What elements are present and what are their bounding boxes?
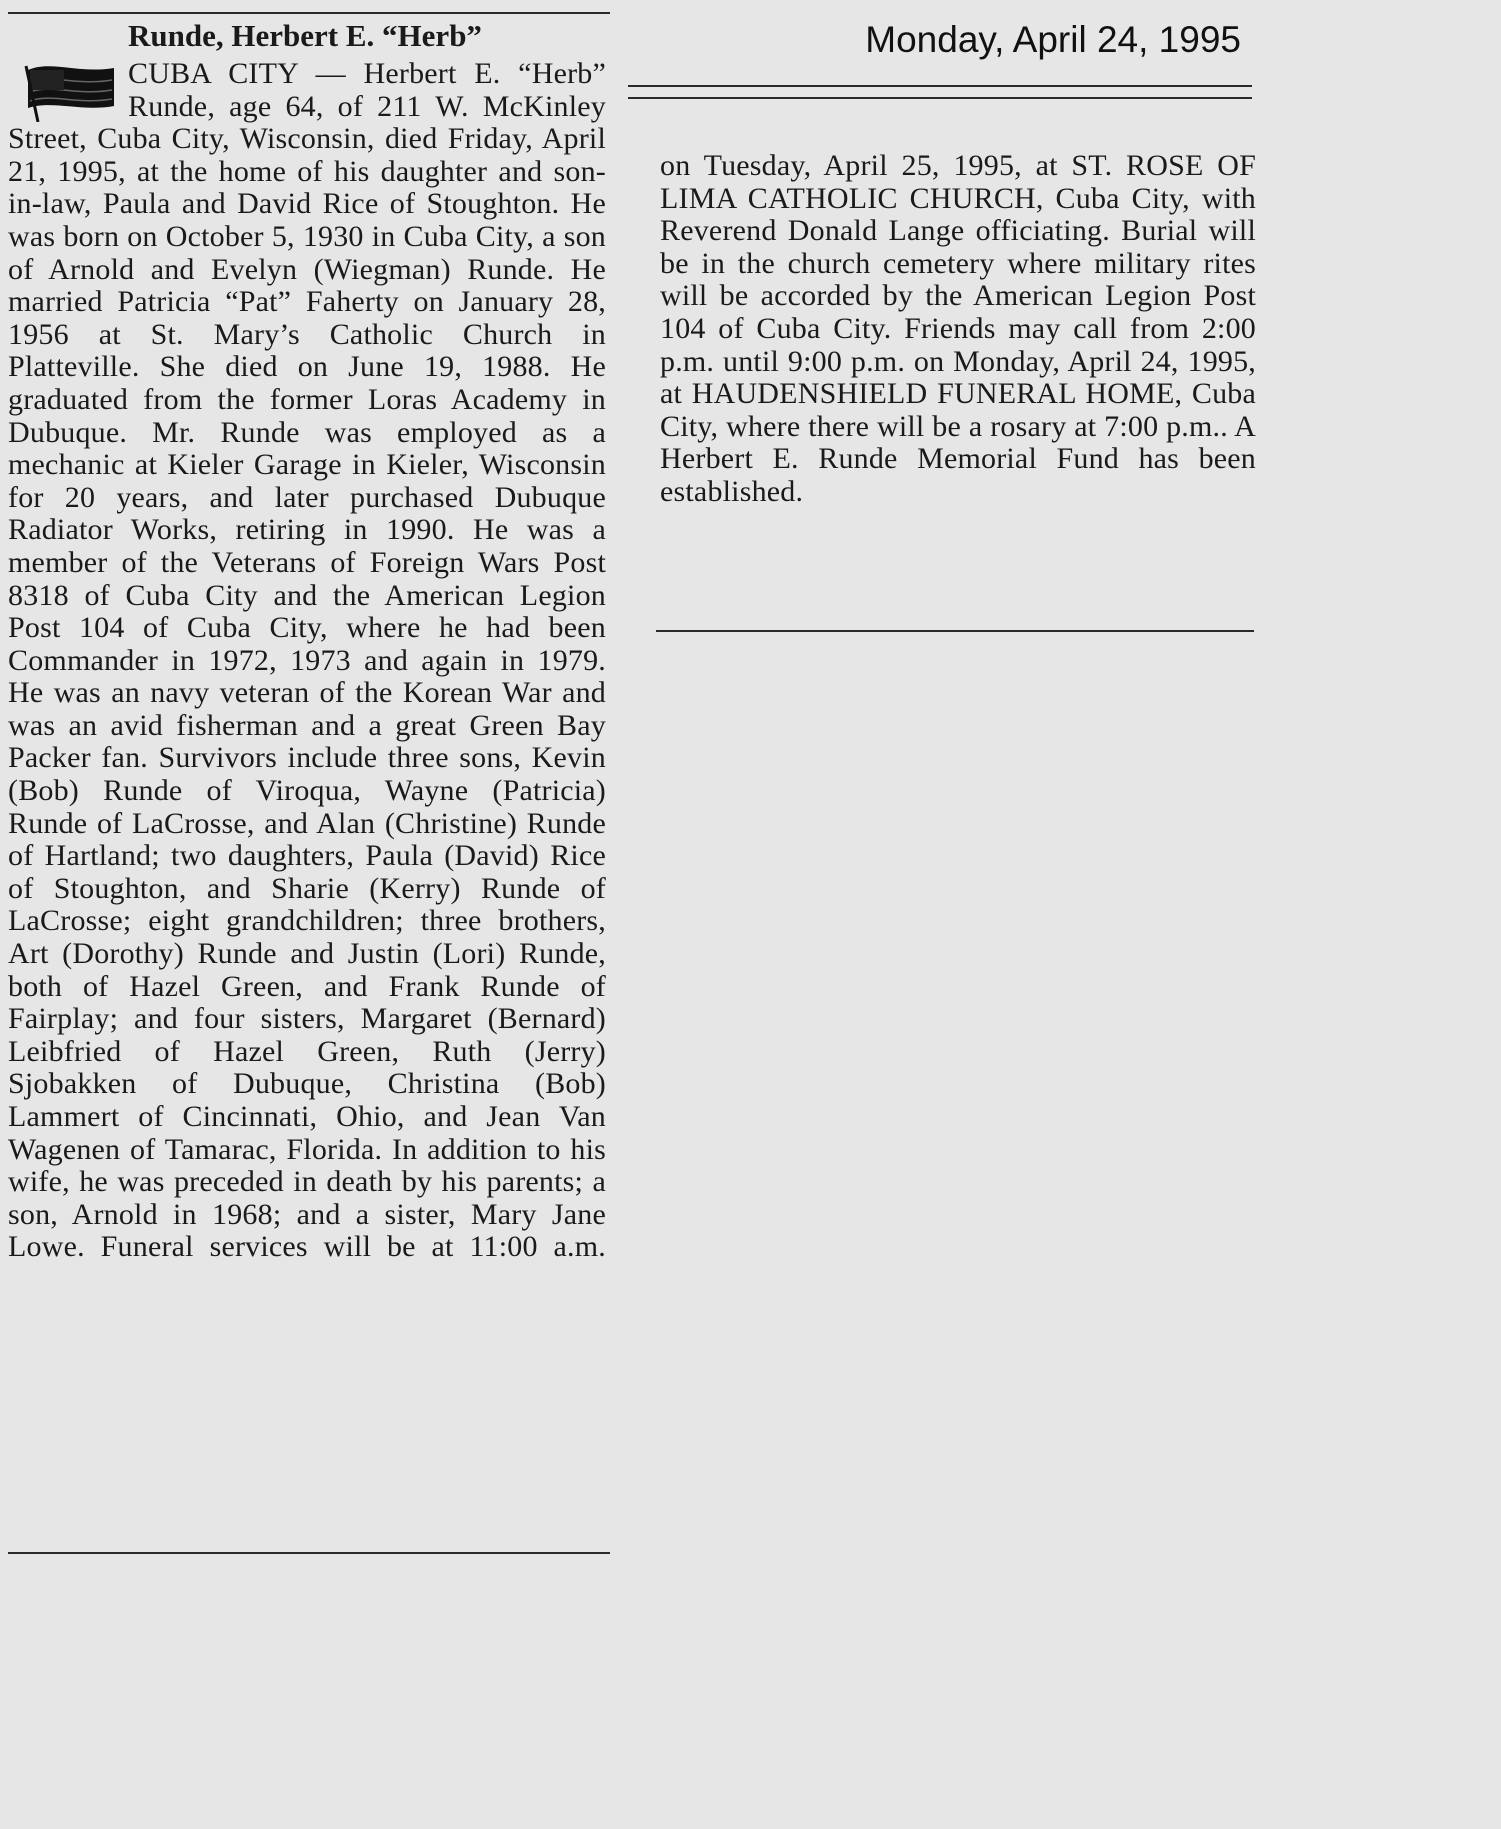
obituary-column-right [660,150,1256,509]
obituary-text-left: CUBA CITY — Herbert E. “Herb” Runde, age 64, of 211 W. McKinley Street, Cuba City, Wisconsin, died Friday, April 21, 1995, at the home of his daughter and son-in-law, Paula and David Rice of Stoughton. He was born on October 5, 1930 in Cuba City, a son of Arnold and Evelyn (Wiegman) Runde. He married Patricia “Pat” Faherty on January 28, 1956 at St. Mary’s Catholic Church in Platteville. She died on June 19, 1988. He graduated from the former Loras Academy in Dubuque. Mr. Runde was employed as a mechanic at Kieler Garage in Kieler, Wisconsin for 20 years, and later purchased Dubuque Radiator Works, retiring in 1990. He was a member of the Veterans of Foreign Wars Post 8318 of Cuba City and the American Legion Post 104 of Cuba City, where he had been Commander in 1972, 1973 and again in 1979. He was an navy veteran of the Korean War and was an avid fisherman and a great Green Bay Packer fan. Survivors include three sons, Kevin (Bob) Runde of Viroqua, Wayne (Patricia) Runde of LaCrosse, and Alan (Christine) Runde of Hartland; two daughters, Paula (David) Rice of Stoughton, and Sharie (Kerry) Runde of LaCrosse; eight grandchildren; three brothers, Art (Dorothy) Runde and Justin (Lori) Runde, both of Hazel Green, and Frank Runde of Fairplay; and four sisters, Margaret (Bernard) Leibfried of Hazel Green, Ruth (Jerry) Sjobakken of Dubuque, Christina (Bob) Lammert of Cincinnati, Ohio, and Jean Van Wagenen of Tamarac, Florida. In addition to his wife, he was preceded in death by his parents; a son, Arnold in 1968; and a sister, Mary Jane Lowe. Funeral services will be at 11:00 a.m. [8,57,606,1264]
header-rule-right-1 [628,85,1252,87]
top-rule-left [8,12,610,14]
obituary-body-right [660,150,1256,509]
header-rule-right-2 [628,97,1252,99]
obituary-headline: Runde, Herbert E. “Herb” [128,18,482,53]
obituary-text-right: on Tuesday, April 25, 1995, at ST. ROSE OF LIMA CATHOLIC CHURCH, Cuba City, with Reverend Donald Lange officiating. Burial will be in the church cemetery where military rites will be accorded by the American Legion Post 104 of Cuba City. Friends may call from 2:00 p.m. until 9:00 p.m. on Monday, April 24, 1995, at HAUDENSHIELD FUNERAL HOME, Cuba City, where there will be a rosary at 7:00 p.m.. A Herbert E. Runde Memorial Fund has been established. [660,149,1256,508]
issue-date: Monday, April 24, 1995 [865,19,1241,60]
american-flag-icon [22,60,120,122]
bottom-rule-left [8,1552,610,1554]
obituary-body-left [8,58,606,1264]
end-rule-right [656,630,1254,632]
obituary-column-left [8,18,606,1264]
